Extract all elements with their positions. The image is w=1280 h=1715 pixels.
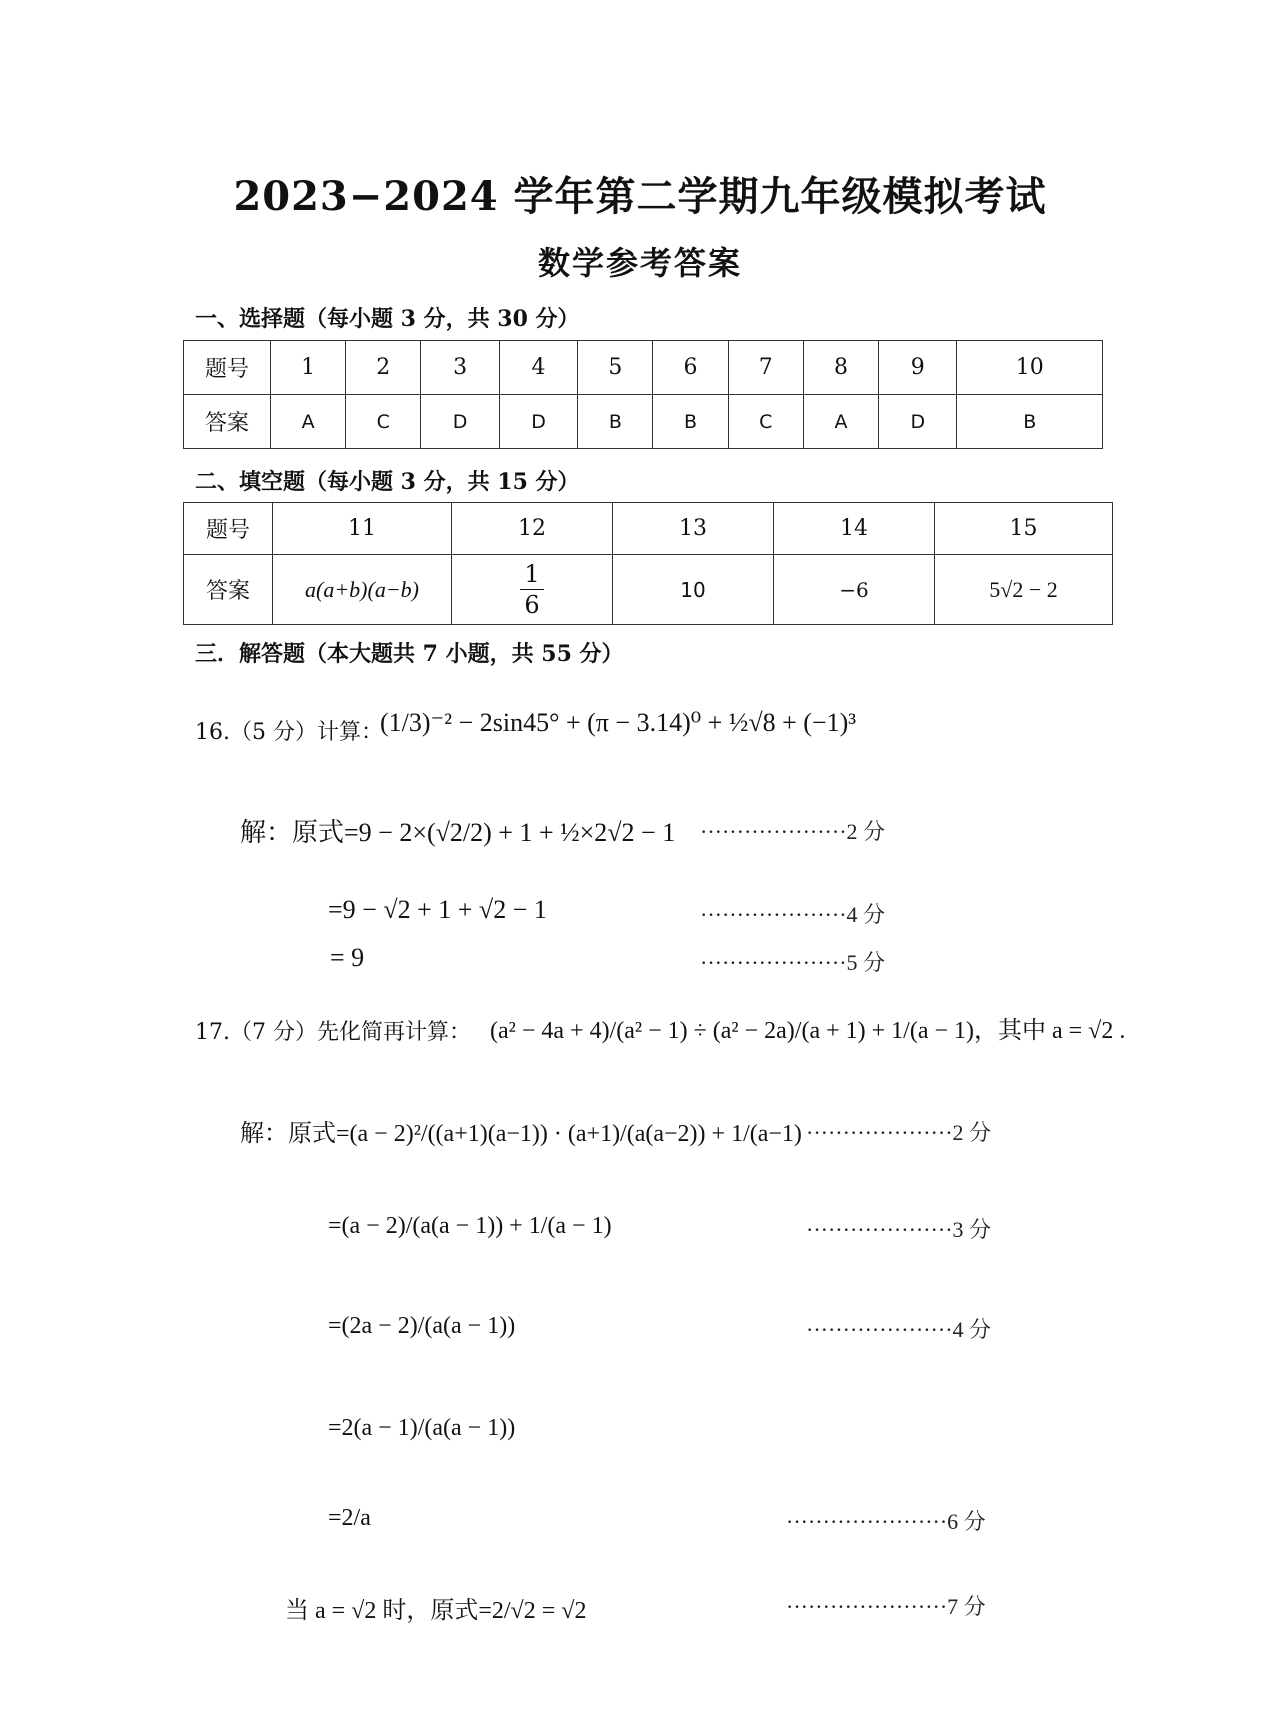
q17-score-5: ······················6 分 — [786, 1509, 986, 1534]
table-cell: −6 — [774, 555, 935, 625]
q17-step-4: =2(a − 1)/(a(a − 1)) — [328, 1415, 516, 1441]
table-cell: A — [271, 395, 346, 449]
table-cell: 3 — [421, 341, 499, 395]
table-cell: B — [957, 395, 1103, 449]
row-label: 题号 — [184, 341, 271, 395]
table-cell: B — [653, 395, 728, 449]
table-cell: 11 — [273, 503, 452, 555]
choice-answer-row — [184, 395, 1103, 449]
fill-number-row — [184, 503, 1113, 555]
table-cell: 2 — [346, 341, 421, 395]
table-cell: 15 — [935, 503, 1113, 555]
q16-step-3: = 9 — [330, 943, 365, 972]
choice-number-row — [184, 341, 1103, 395]
q17-step-3: =(2a − 2)/(a(a − 1)) — [328, 1313, 516, 1339]
q17-expression: (a² − 4a + 4)/(a² − 1) ÷ (a² − 2a)/(a + 1) + 1/(a − 1)，其中 a = √2 . — [490, 1018, 1126, 1044]
table-cell: 14 — [774, 503, 935, 555]
table-cell: 12 — [452, 503, 613, 555]
q17-score-2: ····················3 分 — [806, 1217, 992, 1242]
table-cell: 10 — [613, 555, 774, 625]
q17-score-1: ····················2 分 — [806, 1120, 992, 1145]
table-cell: 4 — [499, 341, 577, 395]
q17-step-5: =2/a — [328, 1505, 371, 1531]
table-cell: A — [803, 395, 878, 449]
q16-score-1: ····················2 分 — [700, 819, 886, 844]
table-cell: 10 — [957, 341, 1103, 395]
fill-table — [183, 502, 1113, 625]
q16-prompt: 16.（5 分）计算： — [195, 720, 383, 745]
table-cell: 8 — [803, 341, 878, 395]
table-cell: 6 — [653, 341, 728, 395]
q17-step-6: 当 a = √2 时，原式=2/√2 = √2 — [285, 1598, 587, 1624]
table-cell: C — [728, 395, 803, 449]
q17-prompt: 17.（7 分）先化简再计算： — [195, 1020, 471, 1045]
page-subtitle: 数学参考答案 — [537, 244, 742, 282]
section1-heading: 一、选择题（每小题 3 分，共 30 分） — [195, 306, 580, 332]
table-cell: B — [578, 395, 653, 449]
fill-answer-row — [184, 555, 1113, 625]
table-cell: D — [879, 395, 957, 449]
table-cell: D — [499, 395, 577, 449]
fraction — [520, 561, 543, 619]
table-cell: 5 — [578, 341, 653, 395]
row-label: 题号 — [184, 503, 273, 555]
q16-step-2: =9 − √2 + 1 + √2 − 1 — [328, 895, 547, 924]
q17-score-3: ····················4 分 — [806, 1317, 992, 1342]
q16-score-2: ····················4 分 — [700, 902, 886, 927]
q17-step-2: =(a − 2)/(a(a − 1)) + 1/(a − 1) — [328, 1213, 612, 1239]
q17-step-1: 解：原式=(a − 2)²/((a+1)(a−1)) · (a+1)/(a(a−2)) + 1/(a−1) — [240, 1121, 802, 1147]
table-cell: a(a+b)(a−b) — [273, 555, 452, 625]
table-cell: 1 — [271, 341, 346, 395]
choice-table — [183, 340, 1103, 449]
table-cell: 13 — [613, 503, 774, 555]
numerator: 1 — [520, 561, 543, 590]
table-cell: D — [421, 395, 499, 449]
table-cell — [452, 555, 613, 625]
table-cell: 7 — [728, 341, 803, 395]
table-cell: C — [346, 395, 421, 449]
q16-expression: (1/3)⁻² − 2sin45° + (π − 3.14)⁰ + ½√8 + (−1)³ — [380, 708, 857, 737]
row-label: 答案 — [184, 555, 273, 625]
page-title: 2023−2024 学年第二学期九年级模拟考试 — [233, 173, 1047, 220]
section2-heading: 二、填空题（每小题 3 分，共 15 分） — [195, 469, 580, 495]
table-cell: 9 — [879, 341, 957, 395]
denominator: 6 — [524, 591, 540, 619]
row-label: 答案 — [184, 395, 271, 449]
q17-score-6: ······················7 分 — [786, 1594, 986, 1619]
table-cell: 5√2 − 2 — [935, 555, 1113, 625]
section3-heading: 三．解答题（本大题共 7 小题，共 55 分） — [195, 641, 624, 667]
q16-score-3: ····················5 分 — [700, 950, 886, 975]
q16-step-1: 解：原式=9 − 2×(√2/2) + 1 + ½×2√2 − 1 — [240, 818, 676, 847]
